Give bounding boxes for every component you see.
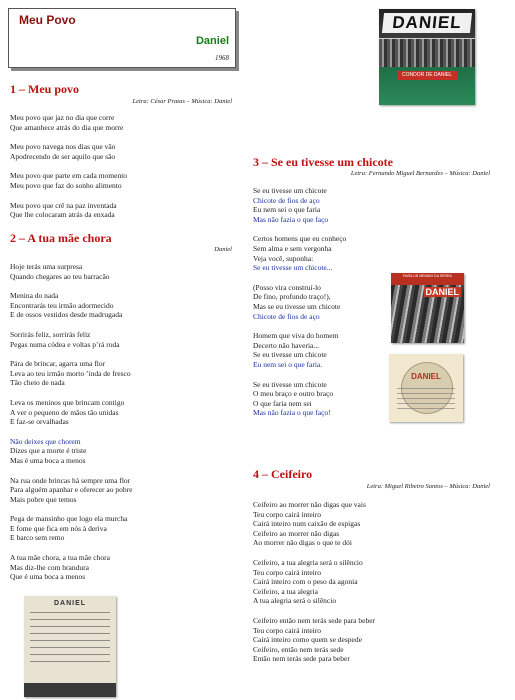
lyric-line: Meu povo que faz do sonho alimento [10, 180, 122, 190]
cover-tracklist [30, 612, 110, 664]
lyric-line: Quando chegares ao teu barracão [10, 271, 110, 281]
lyric-line: Eu nem sei o que faria. [253, 359, 323, 369]
lyric-line: Ceifeiro, a tua alegria [253, 586, 318, 596]
lyric-stanza [10, 514, 132, 543]
cover-banner: PARA UN MENINO DA SERRA [391, 273, 464, 285]
lyric-stanza [253, 380, 346, 418]
lyric-line: A tua alegria será o silêncio [253, 596, 337, 606]
lyric-stanza [253, 616, 375, 664]
header-box [8, 8, 236, 68]
lyric-line: Ceifeiro, a tua alegria será o silêncio [253, 557, 363, 567]
lyric-line: Ceifeiro então nem terás sede para beber [253, 615, 376, 625]
lyric-line: Pega de mansinho que logo ela murcha [10, 514, 128, 524]
cover-text-lines [397, 388, 455, 410]
lyric-line: E faz-se orvalhadas [10, 417, 69, 427]
lyric-line: Se eu tivesse um chicote [253, 350, 327, 360]
lyric-line: Meu povo que parte em cada momento [10, 171, 128, 181]
single-cover-1 [391, 273, 464, 343]
song-credit-3: Letra: Fernando Miguel Bernardes – Música: Daniel [350, 170, 490, 177]
cover-label: CONDOR DE DANIEL [397, 71, 457, 80]
song-credit-1: Letra: César Pratas – Música: Daniel [132, 98, 232, 105]
lyric-line: Dizes que a morte é triste [10, 446, 87, 456]
lyric-line: Leva os meninos que brincam contigo [10, 397, 125, 407]
cover-photo [379, 39, 475, 67]
lyric-line: E fome que fica em nós à deriva [10, 523, 107, 533]
lyric-line: Certos homens que eu conheço [253, 234, 347, 244]
cover-logo: DANIEL [382, 13, 472, 33]
lyric-line: Cairá inteiro como quem se despede [253, 635, 362, 645]
song-title-4: 4 – Ceifeiro [253, 467, 313, 481]
lyric-line: Então nem terás sede para beber [253, 654, 350, 664]
song-credit-4: Letra: Miguel Ribeiro Santos – Música: Daniel [366, 483, 490, 490]
lyric-stanza [253, 558, 375, 606]
lyric-line: Pára de brincar, agarra uma flor [10, 359, 106, 369]
lyric-line: Mas se eu tivesse um chicote [253, 301, 341, 311]
lyric-line: Chicote de fios de aço [253, 311, 320, 321]
lyric-line: Se eu tivesse um chicote [253, 379, 327, 389]
lyric-line: Na rua onde brincas há sempre uma flor [10, 475, 131, 485]
song-lyrics-2 [10, 262, 132, 592]
lyric-line: Tão cheio de nada [10, 378, 65, 388]
lyric-line: Meu povo que crê na paz inventada [10, 200, 117, 210]
lyric-line: Para alguém apanhar e oferecer ao pobre [10, 485, 133, 495]
lyric-line: De fino, profundo traço!), [253, 292, 331, 302]
lyric-line: (Posso vira construí-lo [253, 282, 321, 292]
lyric-line: Que lhe colocaram atrás da enxada [10, 210, 115, 220]
lyric-stanza [10, 113, 127, 132]
lyric-stanza [10, 553, 132, 582]
lyric-line: Apodrecendo de ser aquilo que são [10, 151, 116, 161]
lyric-line: Se eu tivesse um chicote... [253, 263, 333, 273]
lyric-line: Se eu tivesse um chicote [253, 186, 327, 195]
lyric-line: Mais pobre que temos [10, 494, 77, 504]
song-title-3: 3 – Se eu tivesse um chicote [253, 155, 393, 169]
album-year: 1968 [215, 54, 229, 62]
lyric-line: Meu povo que jaz no dia que corre [10, 113, 115, 122]
cover-name: DANIEL [53, 600, 87, 607]
song-title-1: 1 – Meu povo [10, 82, 79, 96]
lyric-line: Meu povo navega nos dias que vão [10, 142, 116, 152]
song-title-2: 2 – A tua mãe chora [10, 231, 112, 245]
lyric-stanza [10, 476, 132, 505]
song-lyrics-4 [253, 500, 375, 674]
lyric-line: Hoje terás uma surpresa [10, 262, 83, 271]
lyric-line: Teu corpo cairá inteiro [253, 509, 321, 519]
song-lyrics-3 [253, 186, 346, 428]
lyric-stanza [10, 359, 132, 388]
lyric-line: Ao morrer não digas o que te dói [253, 538, 352, 548]
album-cover-front [379, 9, 475, 105]
lyric-line: Eu nem sei o que faria [253, 205, 321, 215]
lyric-stanza [10, 291, 132, 320]
song-lyrics-1 [10, 113, 127, 230]
lyric-stanza [253, 331, 346, 369]
lyric-stanza [10, 330, 132, 349]
cover-name: DANIEL [425, 287, 459, 297]
lyric-line: Mas não fazia o que faço! [253, 408, 331, 418]
lyric-line: O que faria nem sei [253, 398, 312, 408]
lyric-line: E de ossos vestidos desde madrugada [10, 310, 123, 320]
lyric-line: Mas é uma boca a menos [10, 455, 86, 465]
cover-name: DANIEL [411, 372, 441, 381]
lyric-line: Cairá inteiro num caixão de espigas [253, 519, 361, 529]
lyric-stanza [253, 500, 375, 548]
lyric-line: Que é uma boca a menos [10, 572, 86, 582]
lyric-line: A tua mãe chora, a tua mãe chora [10, 553, 110, 563]
lyric-stanza [10, 262, 132, 281]
lyric-line: Veja você, suponha: [253, 253, 314, 263]
album-title: Meu Povo [19, 13, 76, 27]
lyric-stanza [10, 398, 132, 427]
cover-footer [24, 683, 116, 697]
lyric-line: Leva ao teu irmão morto ’inda de fresco [10, 368, 131, 378]
lyric-stanza [10, 437, 132, 466]
lyric-line: Mas não fazia o que faço [253, 214, 329, 224]
lyric-stanza [253, 186, 346, 224]
lyric-line: Menina do nada [10, 291, 59, 301]
lyric-stanza [253, 283, 346, 321]
lyric-line: Pegas numa códea e voltas p’rá roda [10, 339, 120, 349]
lyric-line: Mas diz-lhe com brandura [10, 562, 89, 572]
lyric-stanza [253, 234, 346, 272]
single-cover-2 [389, 354, 463, 422]
artist-name: Daniel [195, 35, 229, 47]
lyric-line: E barco sem remo [10, 533, 65, 543]
lyric-line: Que amanhece atrás do dia que morre [10, 122, 124, 132]
lyric-line: A ver o pequeno de mãos tão unidas [10, 407, 119, 417]
lyric-line: Cairá inteiro com o peso da agonia [253, 577, 358, 587]
song-credit-2: Daniel [214, 246, 232, 253]
lyric-line: Encontrarás teu irmão adormecido [10, 300, 114, 310]
lyric-line: Ceifeiro ao morrer não digas [253, 528, 340, 538]
album-cover-back [24, 596, 116, 697]
lyric-stanza [10, 201, 127, 220]
lyric-line: Chicote de fios de aço [253, 195, 320, 205]
lyric-line: Teu corpo cairá inteiro [253, 625, 321, 635]
lyric-line: Sorrirás feliz, sorrirás feliz [10, 329, 91, 339]
lyric-line: Ceifeiro ao morrer não digas que vais [253, 500, 366, 509]
lyric-line: Ceifeiro, então nem terás sede [253, 644, 344, 654]
lyric-line: Homem que viva do homem [253, 331, 339, 341]
lyric-line: Teu corpo cairá inteiro [253, 567, 321, 577]
lyric-line: Decerto não haveria... [253, 340, 320, 350]
lyric-stanza [10, 142, 127, 161]
lyric-line: O meu braço e outro braço [253, 389, 334, 399]
lyric-line: Não deixes que chorem [10, 436, 81, 446]
lyric-line: Sem alma e sem vergonha [253, 243, 332, 253]
lyric-stanza [10, 171, 127, 190]
